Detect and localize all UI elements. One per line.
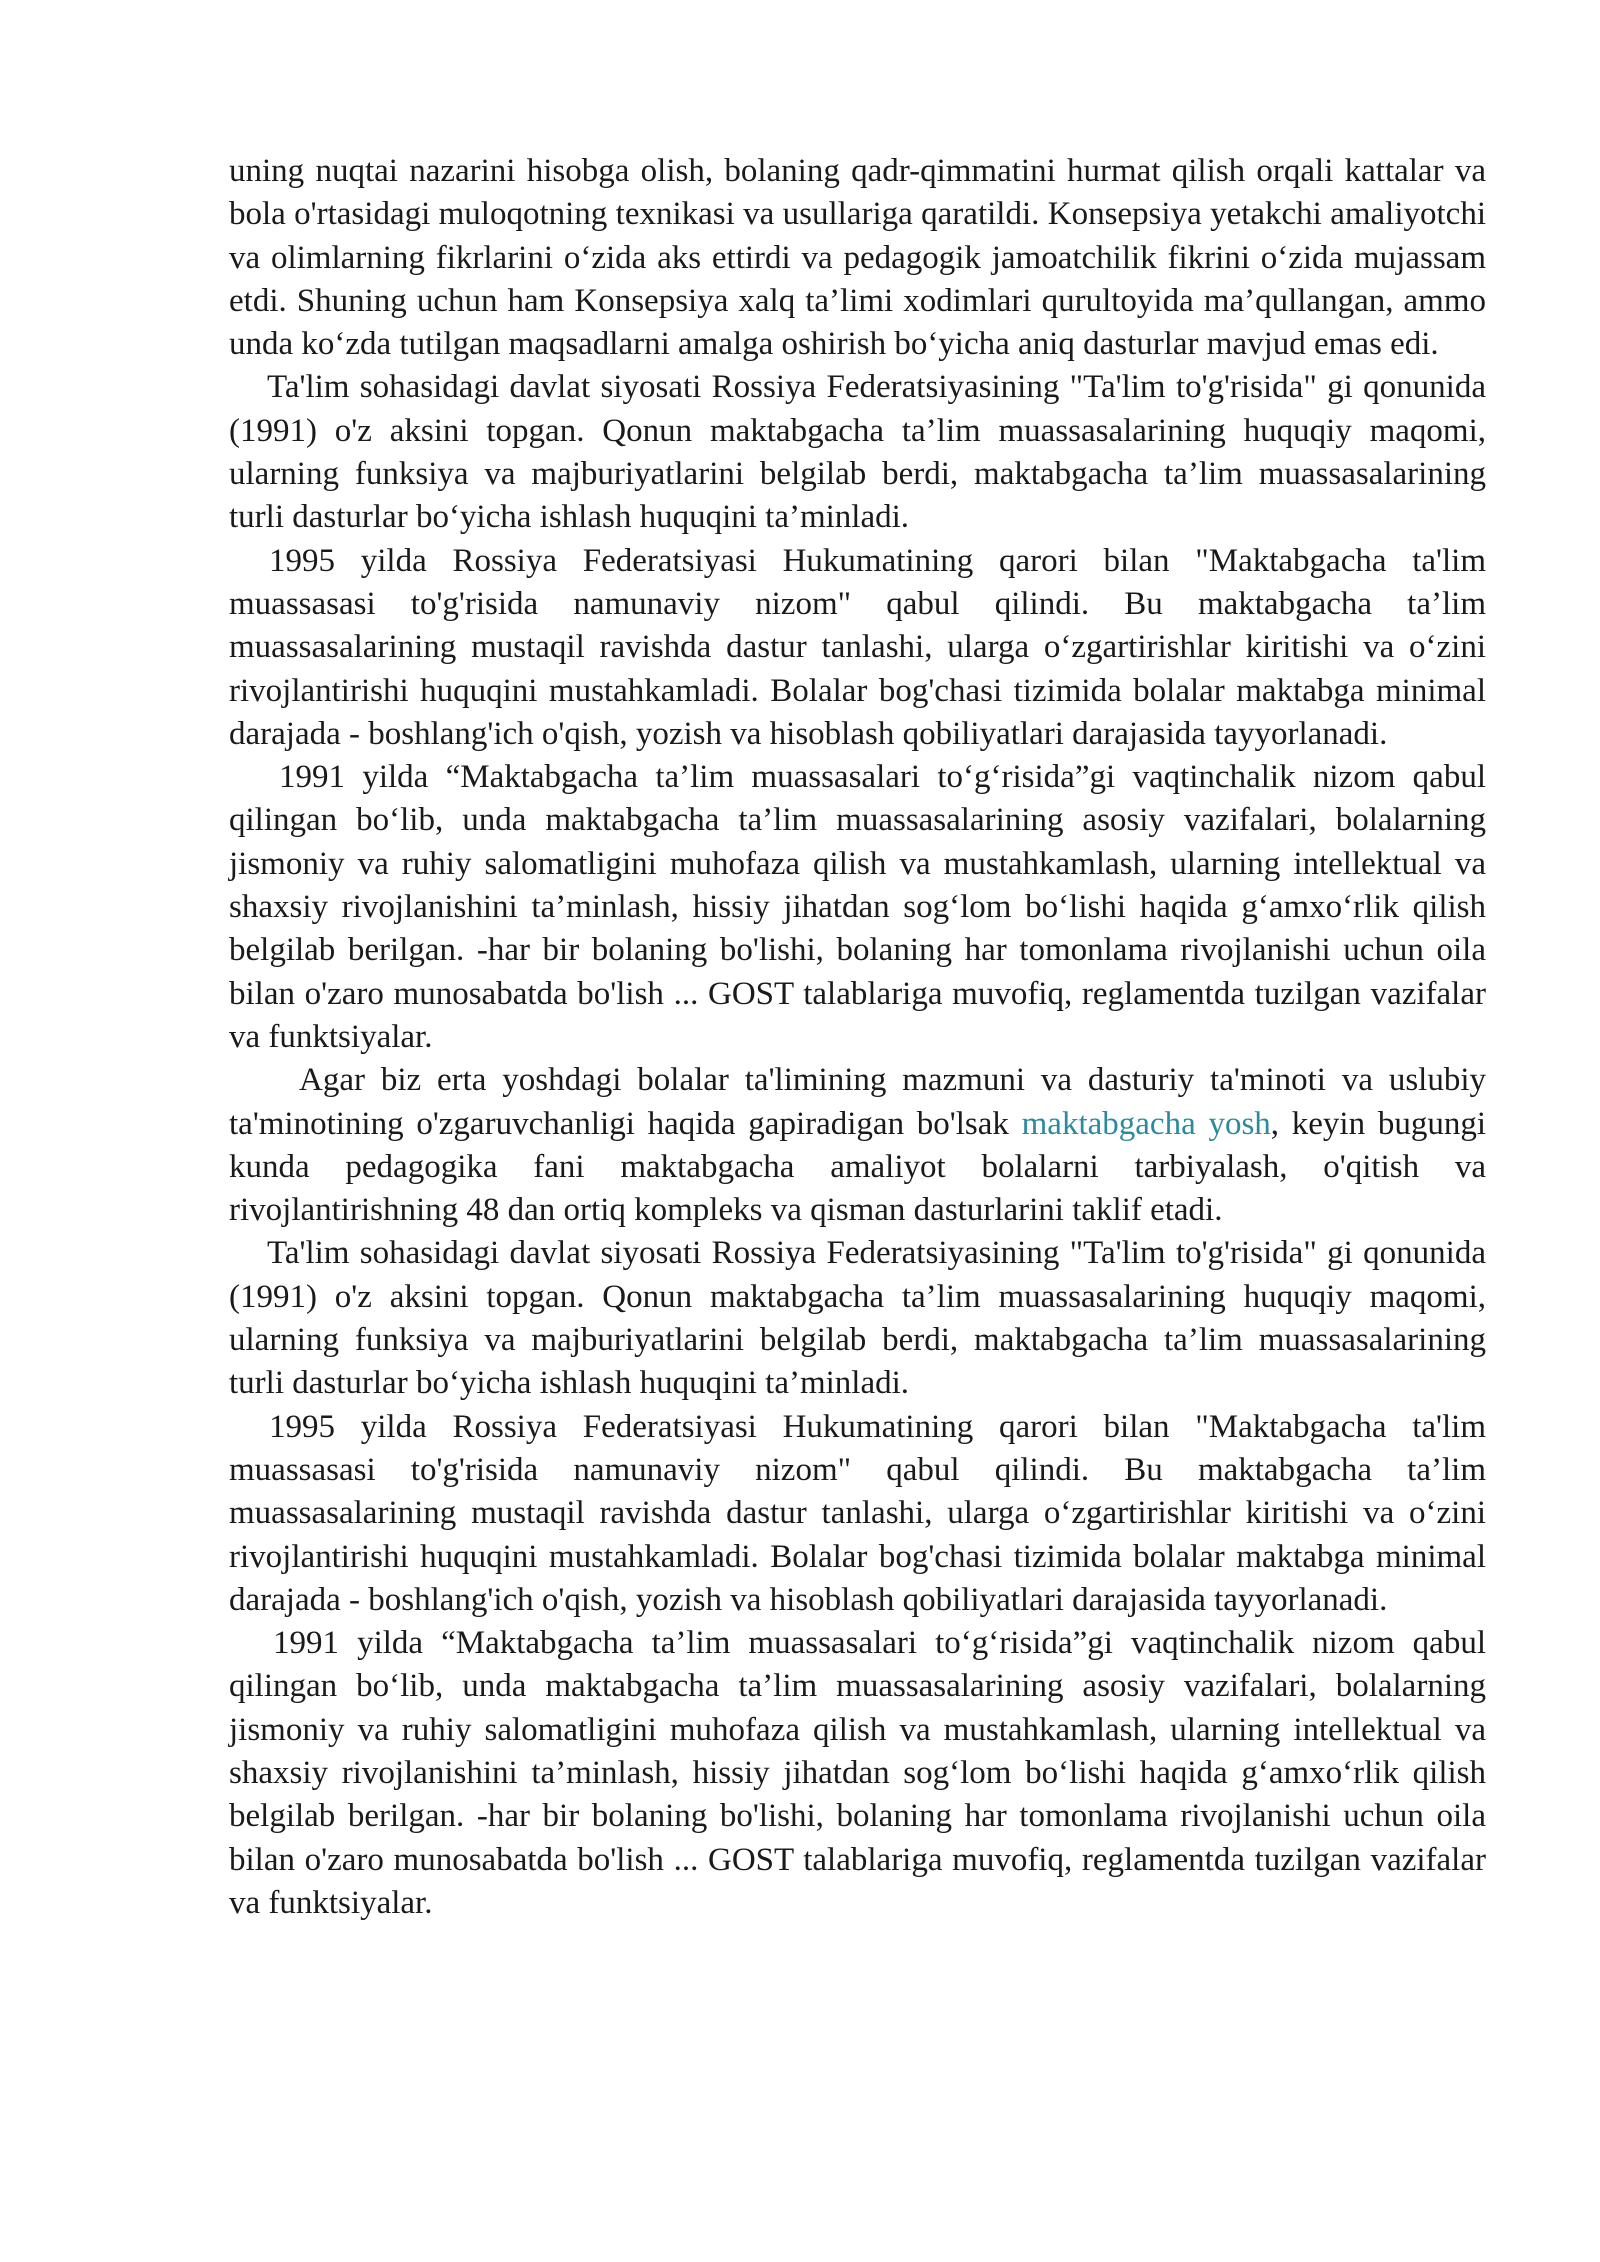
paragraph-3: 1995 yilda Rossiya Federatsiyasi Hukumatining qarori bilan "Maktabgacha ta'lim muassasasi to'g'risida namunaviy nizom" qabul qilindi. Bu maktabgacha ta’lim muassasalarining mustaqil ravishda dastur tanlashi, ularga o‘zgartirishlar kiritishi va o‘zini rivojlantirishi huquqini mustahkamladi. Bolalar bog'chasi tizimida bolalar maktabga minimal darajada - boshlang'ich o'qish, yozish va hisoblash qobiliyatlari darajasida tayyorlanadi. [229,542,1486,752]
paragraph-8: 1991 yilda “Maktabgacha ta’lim muassasalari to‘g‘risida”gi vaqtinchalik nizom qabul qilingan bo‘lib, unda maktabgacha ta’lim muassasalarining asosiy vazifalari, bolalarning jismoniy va ruhiy salomatligini muhofaza qilish va mustahkamlash, ularning intellektual va shaxsiy rivojlanishini ta’minlash, hissiy jihatdan sog‘lom bo‘lishi haqida g‘amxo‘rlik qilish belgilab berilgan. -har bir bolaning bo'lishi, bolaning har tomonlama rivojlanishi uchun oila bilan o'zaro munosabatda bo'lish ... GOST talablariga muvofiq, reglamentda tuzilgan vazifalar va funktsiyalar. [229,1625,1486,1921]
paragraph-2: Ta'lim sohasidagi davlat siyosati Rossiya Federatsiyasining "Ta'lim to'g'risida" gi qonunida (1991) o'z aksini topgan. Qonun maktabgacha ta’lim muassasalarining huquqiy maqomi, ularning funksiya va majburiyatlarini belgilab berdi, maktabgacha ta’lim muassasalarining turli dasturlar bo‘yicha ishlash huquqini ta’minladi. [229,369,1486,536]
maktabgacha-yosh-link[interactable]: maktabgacha yosh [1021,1105,1271,1142]
paragraph-1: uning nuqtai nazarini hisobga olish, bolaning qadr-qimmatini hurmat qilish orqali kattalar va bola o'rtasidagi muloqotning texnikasi va usullariga qaratildi. Konsepsiya yetakchi amaliyotchi va olimlarning fikrlarini o‘zida aks ettirdi va pedagogik jamoatchilik fikrini o‘zida mujassam etdi. Shuning uchun ham Konsepsiya xalq ta’limi xodimlari qurultoyida ma’qullangan, ammo unda ko‘zda tutilgan maqsadlarni amalga oshirish bo‘yicha aniq dasturlar mavjud emas edi. [229,153,1486,363]
paragraph-5-text-after: , keyin bugungi kunda pedagogika fani maktabgacha amaliyot bolalarni tarbiyalash, o'qitish va rivojlantirishning 48 dan ortiq kompleks va qisman dasturlarini taklif etadi. [229,1105,1486,1229]
document-page [229,150,1486,1925]
paragraph-5 [229,1059,1486,1232]
paragraph-5-text-before: Agar biz erta yoshdagi bolalar ta'limining mazmuni va dasturiy ta'minoti va uslubiy ta'minotining o'zgaruvchanligi haqida gapiradigan bo'lsak [229,1062,1486,1142]
paragraph-7: 1995 yilda Rossiya Federatsiyasi Hukumatining qarori bilan "Maktabgacha ta'lim muassasasi to'g'risida namunaviy nizom" qabul qilindi. Bu maktabgacha ta’lim muassasalarining mustaqil ravishda dastur tanlashi, ularga o‘zgartirishlar kiritishi va o‘zini rivojlantirishi huquqini mustahkamladi. Bolalar bog'chasi tizimida bolalar maktabga minimal darajada - boshlang'ich o'qish, yozish va hisoblash qobiliyatlari darajasida tayyorlanadi. [229,1408,1486,1618]
paragraph-6: Ta'lim sohasidagi davlat siyosati Rossiya Federatsiyasining "Ta'lim to'g'risida" gi qonunida (1991) o'z aksini topgan. Qonun maktabgacha ta’lim muassasalarining huquqiy maqomi, ularning funksiya va majburiyatlarini belgilab berdi, maktabgacha ta’lim muassasalarining turli dasturlar bo‘yicha ishlash huquqini ta’minladi. [229,1235,1486,1402]
paragraph-4: 1991 yilda “Maktabgacha ta’lim muassasalari to‘g‘risida”gi vaqtinchalik nizom qabul qilingan bo‘lib, unda maktabgacha ta’lim muassasalarining asosiy vazifalari, bolalarning jismoniy va ruhiy salomatligini muhofaza qilish va mustahkamlash, ularning intellektual va shaxsiy rivojlanishini ta’minlash, hissiy jihatdan sog‘lom bo‘lishi haqida g‘amxo‘rlik qilish belgilab berilgan. -har bir bolaning bo'lishi, bolaning har tomonlama rivojlanishi uchun oila bilan o'zaro munosabatda bo'lish ... GOST talablariga muvofiq, reglamentda tuzilgan vazifalar va funktsiyalar. [229,759,1486,1055]
